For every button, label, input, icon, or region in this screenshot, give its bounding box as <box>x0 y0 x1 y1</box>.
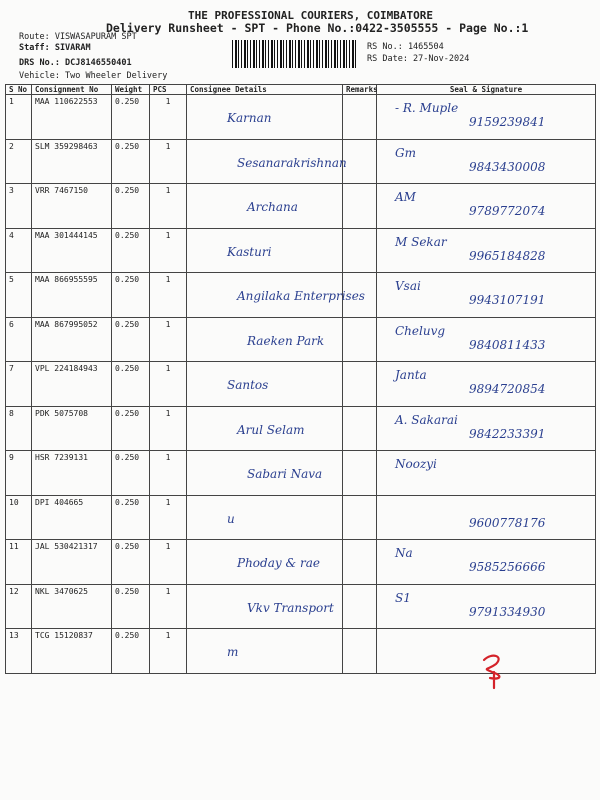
barcode <box>232 40 358 68</box>
cell-remarks <box>343 584 377 629</box>
cell-sno: 4 <box>6 228 32 273</box>
rs-date: RS Date: 27-Nov-2024 <box>367 54 470 64</box>
cell-pcs: 1 <box>150 540 187 585</box>
company-name: THE PROFESSIONAL COURIERS, COIMBATORE <box>188 9 434 22</box>
consignee-name: Vkv Transport <box>247 600 334 615</box>
cell-consignment: DPI 404665 <box>32 495 112 540</box>
signature-text: Vsai <box>395 279 421 293</box>
cell-consignment: MAA 867995052 <box>32 317 112 362</box>
cell-consignment: VRR 7467150 <box>32 184 112 229</box>
cell-signature <box>377 584 596 629</box>
col-weight: Weight <box>112 85 150 95</box>
signature-phone: 9843430008 <box>469 159 546 174</box>
cell-consignee <box>187 95 343 140</box>
cell-sno: 2 <box>6 139 32 184</box>
staff: Staff: SIVARAM <box>19 43 91 53</box>
col-signature: Seal & Signature <box>377 85 596 95</box>
signature-phone: 9840811433 <box>469 337 546 352</box>
signature-text: Janta <box>395 368 427 382</box>
cell-sno: 3 <box>6 184 32 229</box>
table-row <box>6 495 596 540</box>
cell-signature <box>377 451 596 496</box>
consignee-name: Kasturi <box>227 244 272 259</box>
cell-sno: 11 <box>6 540 32 585</box>
signature-text: A. Sakarai <box>395 412 458 427</box>
cell-consignee <box>187 584 343 629</box>
cell-consignment: TCG 15120837 <box>32 629 112 674</box>
consignee-name: m <box>227 645 239 659</box>
cell-weight: 0.250 <box>112 95 150 140</box>
signature-text: - R. Muple <box>395 101 459 115</box>
cell-pcs: 1 <box>150 362 187 407</box>
signature-phone: 9791334930 <box>469 604 546 619</box>
cell-weight: 0.250 <box>112 495 150 540</box>
cell-sno: 8 <box>6 406 32 451</box>
cell-weight: 0.250 <box>112 228 150 273</box>
consignee-name: Santos <box>227 378 269 392</box>
table-header-row <box>6 85 596 95</box>
cell-sno: 10 <box>6 495 32 540</box>
signature-text: Gm <box>395 145 416 160</box>
signature-phone: 9943107191 <box>469 293 546 307</box>
cell-weight: 0.250 <box>112 406 150 451</box>
cell-consignee <box>187 495 343 540</box>
cell-pcs: 1 <box>150 629 187 674</box>
table-row <box>6 451 596 496</box>
cell-consignment: PDK 5075708 <box>32 406 112 451</box>
cell-signature <box>377 540 596 585</box>
consignee-name: Sabari Nava <box>247 467 323 481</box>
consignee-name: Arul Selam <box>237 422 305 437</box>
table-row <box>6 228 596 273</box>
cell-consignee <box>187 228 343 273</box>
table-row <box>6 362 596 407</box>
signature-phone: 9789772074 <box>469 204 546 218</box>
cell-consignee <box>187 629 343 674</box>
cell-consignee <box>187 184 343 229</box>
cell-remarks <box>343 228 377 273</box>
cell-remarks <box>343 451 377 496</box>
table-row <box>6 273 596 318</box>
cell-remarks <box>343 495 377 540</box>
signature-text: S1 <box>395 590 411 605</box>
signature-phone: 9159239841 <box>469 115 546 129</box>
cell-weight: 0.250 <box>112 540 150 585</box>
cell-sno: 12 <box>6 584 32 629</box>
col-consignment: Consignment No <box>32 85 112 95</box>
cell-remarks <box>343 629 377 674</box>
cell-weight: 0.250 <box>112 139 150 184</box>
cell-pcs: 1 <box>150 584 187 629</box>
cell-signature <box>377 228 596 273</box>
cell-weight: 0.250 <box>112 273 150 318</box>
table-row <box>6 184 596 229</box>
cell-pcs: 1 <box>150 317 187 362</box>
cell-weight: 0.250 <box>112 362 150 407</box>
cell-remarks <box>343 139 377 184</box>
cell-weight: 0.250 <box>112 451 150 496</box>
consignee-name: Angilaka Enterprises <box>237 289 365 303</box>
cell-weight: 0.250 <box>112 317 150 362</box>
cell-remarks <box>343 184 377 229</box>
table-row <box>6 540 596 585</box>
consignee-name: u <box>227 511 235 526</box>
cell-consignment: MAA 301444145 <box>32 228 112 273</box>
cell-remarks <box>343 406 377 451</box>
cell-remarks <box>343 540 377 585</box>
cell-signature <box>377 184 596 229</box>
vehicle: Vehicle: Two Wheeler Delivery <box>19 71 168 81</box>
cell-remarks <box>343 317 377 362</box>
consignee-name: Sesanarakrishnan <box>237 155 347 170</box>
consignee-name: Raeken Park <box>247 333 325 348</box>
cell-sno: 7 <box>6 362 32 407</box>
cell-consignee <box>187 273 365 318</box>
cell-consignment: NKL 3470625 <box>32 584 112 629</box>
cell-remarks <box>343 362 377 407</box>
cell-consignee <box>187 317 343 362</box>
table-row <box>6 584 596 629</box>
consignee-name: Phoday & rae <box>237 556 320 570</box>
cell-consignment: SLM 359298463 <box>32 139 112 184</box>
stamp-mark-icon <box>478 650 512 690</box>
drs-number: DRS No.: DCJ8146550401 <box>19 58 132 68</box>
signature-text: Cheluvg <box>395 323 446 338</box>
cell-consignment: JAL 530421317 <box>32 540 112 585</box>
cell-pcs: 1 <box>150 451 187 496</box>
signature-phone: 9965184828 <box>469 248 546 263</box>
signature-text: Noozyi <box>395 457 437 471</box>
cell-consignment: VPL 224184943 <box>32 362 112 407</box>
cell-consignee <box>187 451 343 496</box>
cell-weight: 0.250 <box>112 629 150 674</box>
cell-signature <box>377 406 596 451</box>
col-pcs: PCS <box>150 85 187 95</box>
cell-sno: 9 <box>6 451 32 496</box>
cell-sno: 13 <box>6 629 32 674</box>
cell-pcs: 1 <box>150 139 187 184</box>
col-sno: S No <box>6 85 32 95</box>
cell-signature <box>377 139 596 184</box>
runsheet-table <box>5 84 596 674</box>
cell-pcs: 1 <box>150 95 187 140</box>
consignee-name: Karnan <box>227 111 272 125</box>
cell-consignment: MAA 110622553 <box>32 95 112 140</box>
col-remarks: Remarks <box>343 85 377 95</box>
consignee-name: Archana <box>247 200 298 214</box>
cell-sno: 1 <box>6 95 32 140</box>
signature-phone: 9894720854 <box>469 382 546 396</box>
cell-consignee <box>187 406 343 451</box>
cell-sno: 6 <box>6 317 32 362</box>
cell-weight: 0.250 <box>112 584 150 629</box>
cell-consignee <box>187 139 347 184</box>
table-row <box>6 95 596 140</box>
cell-consignment: MAA 866955595 <box>32 273 112 318</box>
table-row <box>6 139 596 184</box>
cell-signature <box>377 273 596 318</box>
col-consignee: Consignee Details <box>187 85 343 95</box>
route: Route: VISWASAPURAM SPT <box>19 32 137 42</box>
signature-phone: 9585256666 <box>469 560 546 574</box>
cell-consignee <box>187 540 343 585</box>
cell-signature <box>377 95 596 140</box>
cell-signature <box>377 495 596 540</box>
table-row <box>6 317 596 362</box>
cell-consignee <box>187 362 343 407</box>
cell-weight: 0.250 <box>112 184 150 229</box>
cell-pcs: 1 <box>150 495 187 540</box>
cell-remarks <box>343 95 377 140</box>
runsheet-title: Delivery Runsheet - SPT - Phone No.:0422-3505555 - Page No.:1 <box>106 21 529 35</box>
cell-pcs: 1 <box>150 228 187 273</box>
table-row <box>6 406 596 451</box>
cell-consignment: HSR 7239131 <box>32 451 112 496</box>
cell-pcs: 1 <box>150 184 187 229</box>
signature-phone: 9600778176 <box>469 515 546 530</box>
cell-pcs: 1 <box>150 406 187 451</box>
signature-text: AM <box>395 190 416 204</box>
signature-phone: 9842233391 <box>469 426 546 441</box>
cell-sno: 5 <box>6 273 32 318</box>
rs-number: RS No.: 1465504 <box>367 42 444 52</box>
signature-text: Na <box>395 546 413 560</box>
signature-text: M Sekar <box>395 234 447 249</box>
cell-pcs: 1 <box>150 273 187 318</box>
cell-signature <box>377 317 596 362</box>
cell-signature <box>377 362 596 407</box>
